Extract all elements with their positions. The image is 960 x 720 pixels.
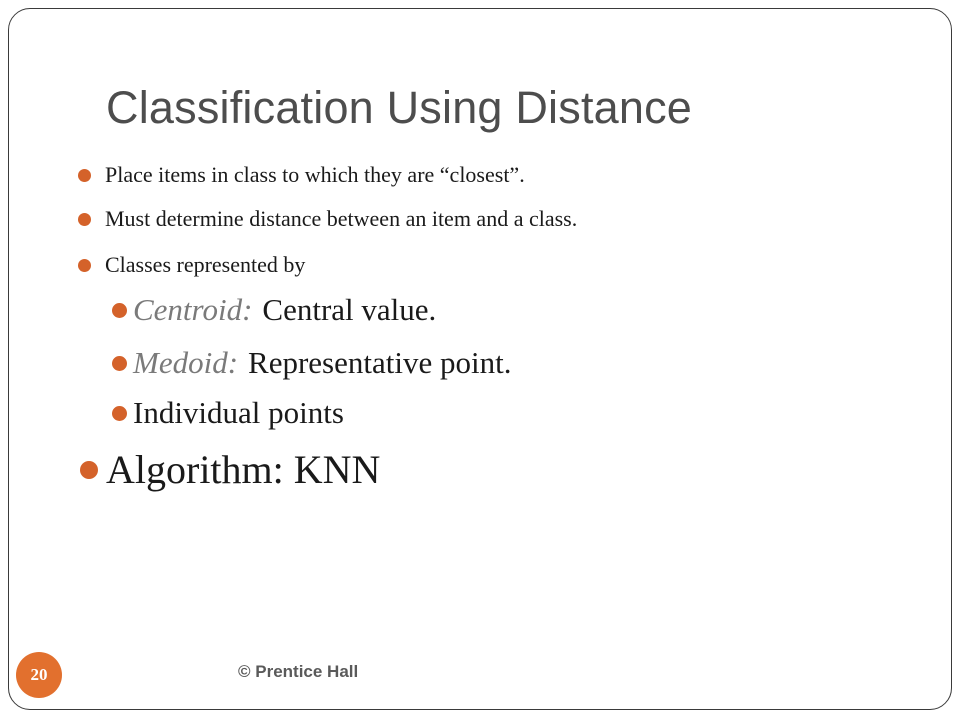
- bullet-dot-icon: [80, 461, 98, 479]
- page-number-badge: 20: [16, 652, 62, 698]
- bullet-dot-icon: [78, 259, 91, 272]
- slide-title: Classification Using Distance: [106, 82, 693, 133]
- bullet-dot-icon: [112, 303, 127, 318]
- sub-bullet-item: [112, 345, 511, 381]
- sub-bullet-item: [112, 292, 436, 328]
- bullet-dot-icon: [112, 356, 127, 371]
- bullet-text: Algorithm: KNN: [106, 447, 381, 492]
- bullet-item: [78, 206, 577, 232]
- bullet-text: Must determine distance between an item and a class.: [105, 206, 578, 231]
- sub-bullet-term: Medoid:: [133, 345, 239, 380]
- footer-copyright: © Prentice Hall: [238, 662, 359, 681]
- bullet-text: Place items in class to which they are “closest”.: [105, 162, 525, 187]
- bullet-item: [78, 162, 525, 188]
- bullet-item-algorithm: [80, 446, 380, 493]
- sub-bullet-text: Central value.: [262, 292, 437, 327]
- sub-bullet-term: Centroid:: [133, 292, 253, 327]
- sub-bullet-text: Representative point.: [248, 345, 512, 380]
- bullet-dot-icon: [112, 406, 127, 421]
- sub-bullet-text: Individual points: [133, 395, 344, 430]
- sub-bullet-item: [112, 395, 344, 431]
- bullet-text: Classes represented by: [105, 252, 306, 277]
- bullet-item: [78, 252, 305, 278]
- bullet-dot-icon: [78, 213, 91, 226]
- bullet-dot-icon: [78, 169, 91, 182]
